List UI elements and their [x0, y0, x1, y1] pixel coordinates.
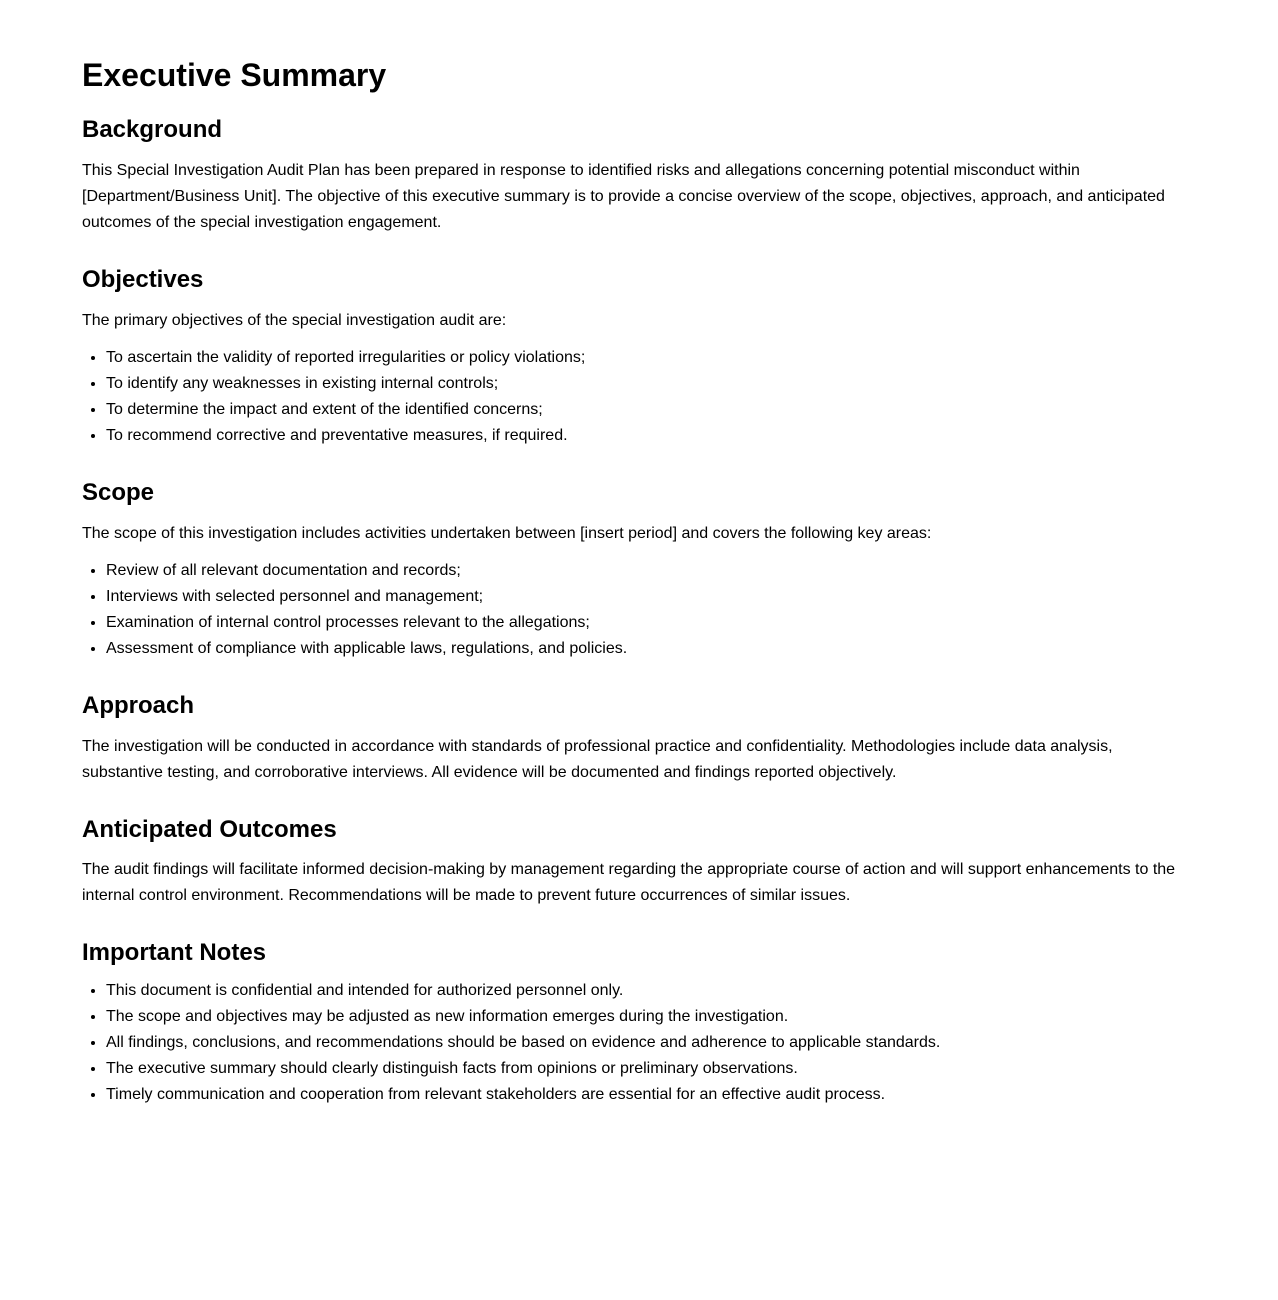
section-scope — [82, 479, 1196, 662]
section-heading: Anticipated Outcomes — [82, 815, 337, 843]
section-anticipated-outcomes — [82, 816, 1196, 910]
list-item: • Examination of internal control processes relevant to the allegations; — [106, 610, 1196, 636]
objectives-list — [82, 345, 1196, 449]
scope-list — [82, 558, 1196, 662]
section-paragraph: This Special Investigation Audit Plan has been prepared in response to identified risks and allegations concerning potential misconduct within [Department/Business Unit]. The objective of this executive summary is to provide a concise overview of the scope, objectives, approach, and anticipated outcomes of the special investigation engagement. — [82, 162, 1165, 232]
section-background — [82, 116, 1196, 236]
section-paragraph: The investigation will be conducted in accordance with standards of professional practice and confidentiality. Methodologies include data analysis, substantive testing, and corroborative interviews. All evidence will be documented and findings reported objectively. — [82, 737, 1113, 781]
list-item: • Assessment of compliance with applicable laws, regulations, and policies. — [106, 636, 1196, 662]
list-item: • Review of all relevant documentation and records; — [106, 558, 1196, 584]
list-item: • To ascertain the validity of reported irregularities or policy violations; — [106, 345, 1196, 371]
section-intro: The primary objectives of the special investigation audit are: — [82, 311, 507, 329]
list-item: • The scope and objectives may be adjusted as new information emerges during the investigation. — [106, 1004, 1196, 1030]
section-paragraph: The audit findings will facilitate informed decision-making by management regarding the appropriate course of action and will support enhancements to the internal control environment. Recommendations will be made to prevent future occurrences of similar issues. — [82, 861, 1176, 905]
section-heading: Background — [82, 116, 223, 144]
notes-list — [82, 978, 1196, 1108]
section-intro: The scope of this investigation includes activities undertaken between [insert period] and covers the following key areas: — [82, 524, 932, 542]
section-heading: Approach — [82, 691, 195, 719]
section-important-notes — [82, 939, 1196, 1108]
list-item: • To identify any weaknesses in existing internal controls; — [106, 371, 1196, 397]
list-item: • Interviews with selected personnel and management; — [106, 584, 1196, 610]
list-item: • To recommend corrective and preventative measures, if required. — [106, 423, 1196, 449]
section-objectives — [82, 266, 1196, 449]
section-heading: Important Notes — [82, 939, 267, 967]
page-title: Executive Summary — [82, 57, 387, 93]
section-approach — [82, 692, 1196, 786]
list-item: • Timely communication and cooperation from relevant stakeholders are essential for an effective audit process. — [106, 1082, 1196, 1108]
section-heading: Scope — [82, 478, 155, 506]
list-item: • This document is confidential and intended for authorized personnel only. — [106, 978, 1196, 1004]
section-heading: Objectives — [82, 266, 204, 294]
list-item: • All findings, conclusions, and recommendations should be based on evidence and adherence to applicable standards. — [106, 1030, 1196, 1056]
list-item: • To determine the impact and extent of the identified concerns; — [106, 397, 1196, 423]
list-item: • The executive summary should clearly distinguish facts from opinions or preliminary observations. — [106, 1056, 1196, 1082]
